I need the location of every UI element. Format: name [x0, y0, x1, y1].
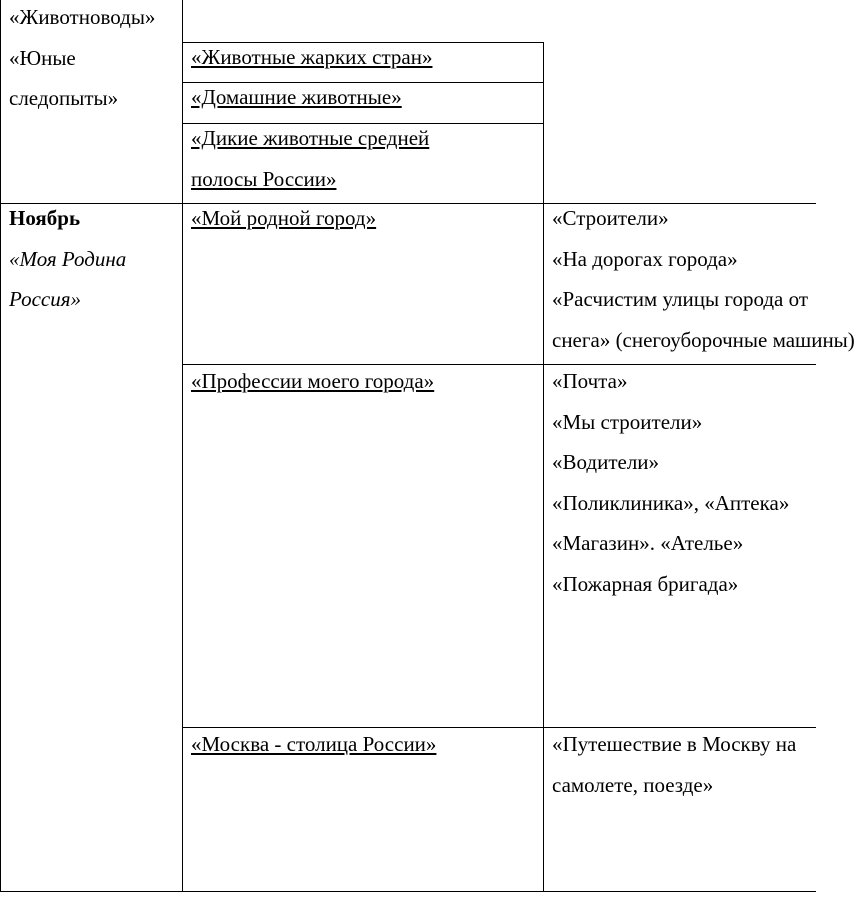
games-cell	[552, 198, 855, 360]
section-top-left-cell	[9, 0, 155, 119]
topic-cell	[191, 77, 402, 118]
topic-cell	[191, 198, 376, 239]
topic-title: «Животные жарких стран»	[191, 45, 433, 69]
topic-cell	[191, 37, 432, 78]
month-theme-line: Россия»	[9, 287, 81, 311]
games-cell	[552, 724, 796, 805]
topic-title: «Москва - столица России»	[191, 732, 437, 756]
month-theme-line: «Моя Родина	[9, 246, 127, 271]
topic-title: «Мой родной город»	[191, 206, 377, 230]
game-item: «Пожарная бригада»	[552, 571, 739, 596]
month-title: Ноябрь	[9, 206, 81, 230]
game-item: «Мы строители»	[552, 409, 703, 434]
month-cell	[9, 198, 126, 320]
table-border-left	[0, 0, 1, 892]
table-column-divider	[182, 0, 183, 892]
table-border-bottom	[0, 891, 816, 892]
cell-text-line: «Юные	[9, 45, 76, 70]
topic-cell	[191, 724, 436, 765]
game-item: «Строители»	[552, 206, 669, 230]
table-column-divider	[543, 42, 544, 892]
topic-title: «Дикие животные средней	[191, 126, 430, 150]
game-item: «Расчистим улицы города от	[552, 287, 809, 311]
game-item: «Магазин». «Ателье»	[552, 531, 744, 555]
cell-text-line: «Животноводы»	[9, 5, 156, 29]
topic-cell	[191, 118, 429, 199]
game-item: «Водители»	[552, 450, 660, 474]
topic-title: «Домашние животные»	[191, 85, 402, 109]
games-cell	[552, 361, 789, 604]
topic-title: полосы России»	[191, 166, 337, 191]
cell-text-line: следопыты»	[9, 86, 119, 110]
game-item: «Поликлиника», «Аптека»	[552, 490, 790, 515]
game-item: «На дорогах города»	[552, 246, 738, 271]
topic-title: «Профессии моего города»	[191, 369, 435, 393]
game-item: «Почта»	[552, 369, 628, 393]
game-item: самолете, поезде»	[552, 772, 714, 797]
game-item: «Путешествие в Москву на	[552, 732, 797, 756]
topic-cell	[191, 361, 434, 402]
game-item: снега» (снегоуборочные машины)	[552, 327, 855, 352]
